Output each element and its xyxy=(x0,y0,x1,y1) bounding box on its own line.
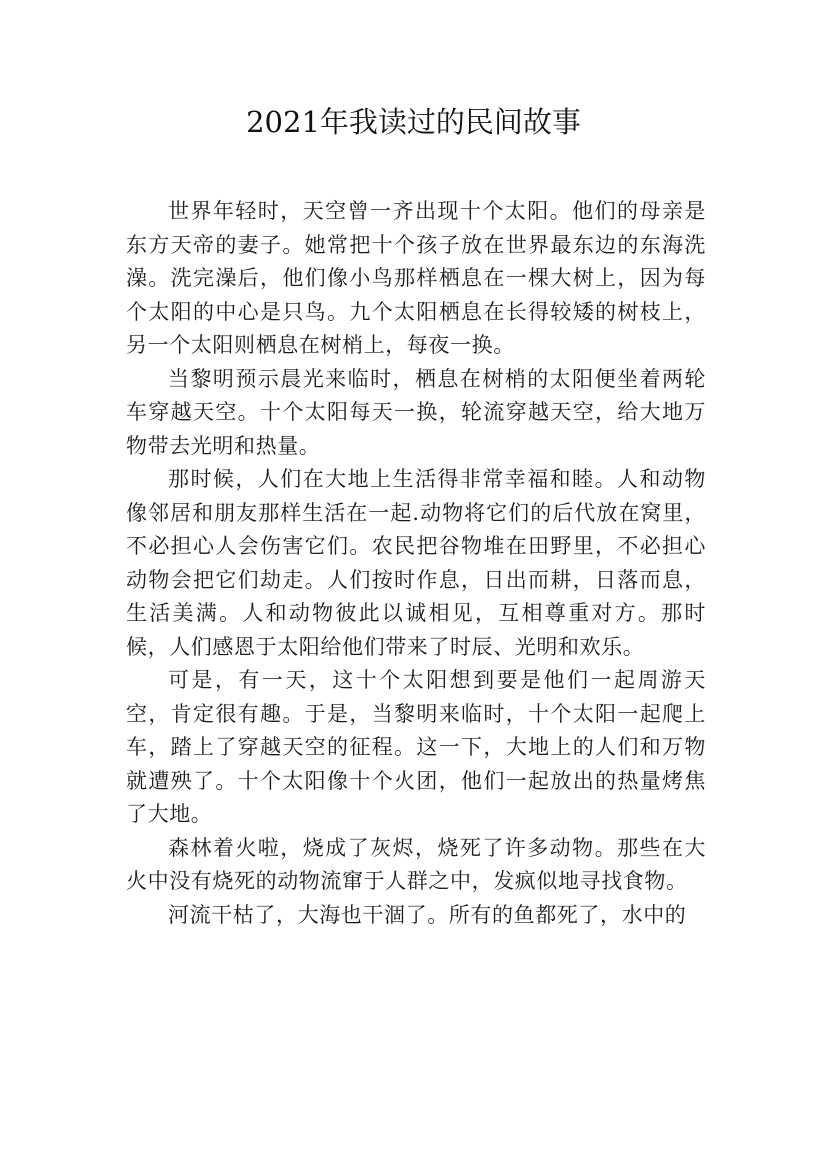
paragraph-5: 森林着火啦，烧成了灰烬，烧死了许多动物。那些在大火中没有烧死的动物流窜于人群之中，发疯似地寻找食物。 xyxy=(126,835,706,893)
paragraph-2: 当黎明预示晨光来临时，栖息在树梢的太阳便坐着两轮车穿越天空。十个太阳每天一换，轮流穿越天空，给大地万物带去光明和热量。 xyxy=(126,366,706,458)
paragraph-3: 那时候，人们在大地上生活得非常幸福和睦。人和动物像邻居和朋友那样生活在一起.动物将它们的后代放在窝里，不必担心人会伤害它们。农民把谷物堆在田野里，不必担心动物会把它们劫走。人们按时作息，日出而耕，日落而息，生活美满。人和动物彼此以诚相见，互相尊重对方。那时候，人们感恩于太阳给他们带来了时辰、光明和欢乐。 xyxy=(126,467,706,659)
paragraph-1: 世界年轻时，天空曾一齐出现十个太阳。他们的母亲是东方天帝的妻子。她常把十个孩子放在世界最东边的东海洗澡。洗完澡后，他们像小鸟那样栖息在一棵大树上，因为每个太阳的中心是只鸟。九个太阳栖息在长得较矮的树枝上，另一个太阳则栖息在树梢上，每夜一换。 xyxy=(126,199,706,357)
document-body xyxy=(126,195,706,932)
paragraph-4: 可是，有一天，这十个太阳想到要是他们一起周游天空，肯定很有趣。于是，当黎明来临时，十个太阳一起爬上车，踏上了穿越天空的征程。这一下，大地上的人们和万物就遭殃了。十个太阳像十个火团，他们一起放出的热量烤焦了大地。 xyxy=(126,668,706,826)
document-title: 2021年我读过的民间故事 xyxy=(246,105,581,139)
paragraph-6: 河流干枯了，大海也干涸了。所有的鱼都死了，水中的 xyxy=(168,902,687,927)
